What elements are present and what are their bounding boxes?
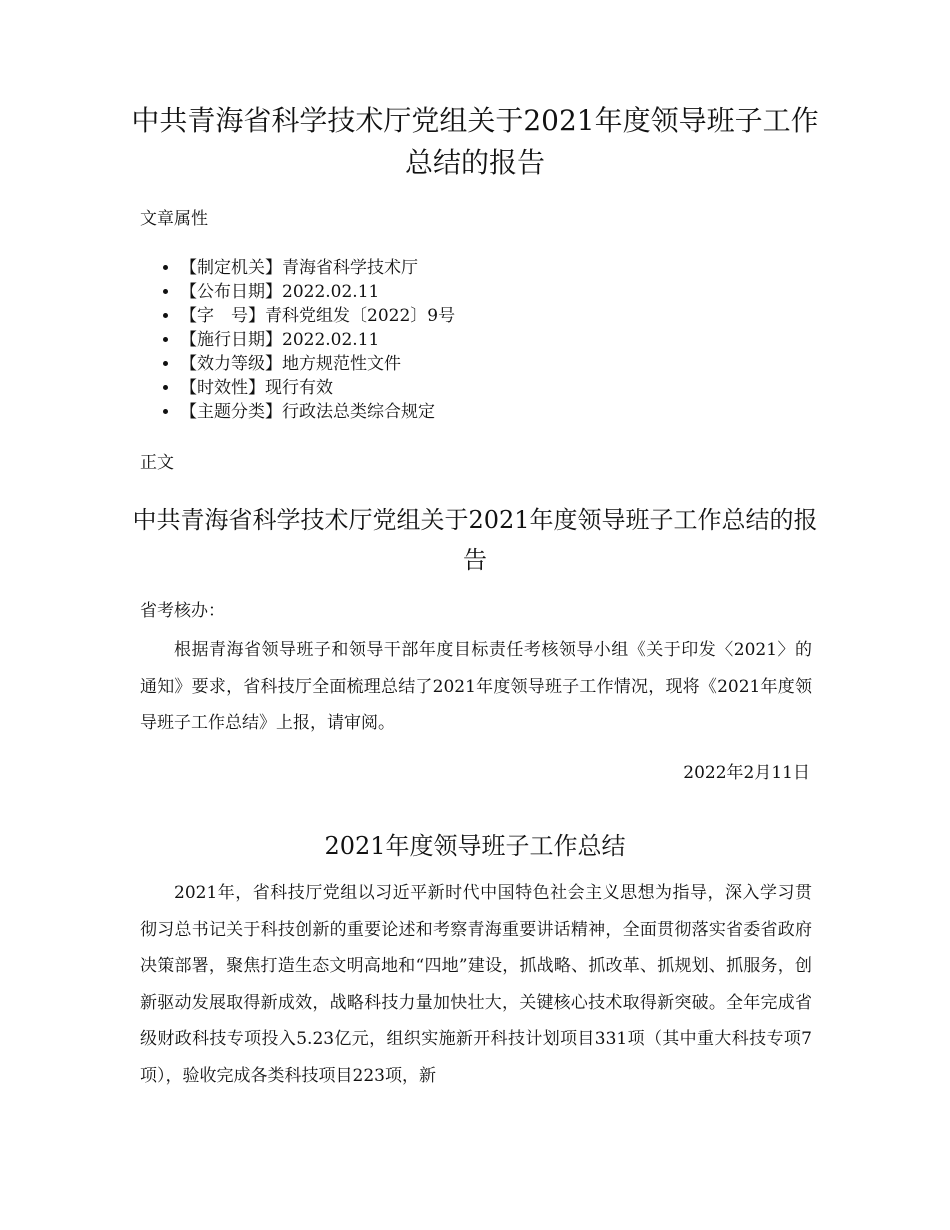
body-label: 正文 bbox=[140, 453, 174, 473]
attribute-item: • 【施行日期】2022.02.11 bbox=[180, 328, 455, 352]
attribute-item: • 【主题分类】行政法总类综合规定 bbox=[180, 400, 455, 424]
intro-paragraph: 根据青海省领导班子和领导干部年度目标责任考核领导小组《关于印发〈2021〉的通知》要求，省科技厅全面梳理总结了2021年度领导班子工作情况，现将《2021年度领导班子工作总结》上报，请审阅。 bbox=[140, 640, 812, 733]
attributes-list bbox=[160, 256, 455, 424]
document-date: 2022年2月11日 bbox=[683, 763, 810, 783]
salutation: 省考核办： bbox=[140, 601, 225, 621]
attribute-item: • 【制定机关】青海省科学技术厅 bbox=[180, 256, 455, 280]
section-paragraph: 2021年，省科技厅党组以习近平新时代中国特色社会主义思想为指导，深入学习贯彻习总书记关于科技创新的重要论述和考察青海重要讲话精神，全面贯彻落实省委省政府决策部署，聚焦打造生态文明高地和“四地”建设，抓战略、抓改革、抓规划、抓服务，创新驱动发展取得新成效，战略科技力量加快壮大，关键核心技术取得新突破。全年完成省级财政科技专项投入5.23亿元，组织实施新开科技计划项目331项（其中重大科技专项7项），验收完成各类科技项目223项，新 bbox=[140, 883, 812, 1086]
section-title: 2021年度领导班子工作总结 bbox=[324, 832, 626, 860]
attributes-label: 文章属性 bbox=[140, 209, 208, 229]
attribute-item: • 【字 号】青科党组发〔2022〕9号 bbox=[180, 304, 455, 328]
attribute-item: • 【效力等级】地方规范性文件 bbox=[180, 352, 455, 376]
attribute-item: • 【公布日期】2022.02.11 bbox=[180, 280, 455, 304]
attribute-item: • 【时效性】现行有效 bbox=[180, 376, 455, 400]
document-title: 中共青海省科学技术厅党组关于2021年度领导班子工作总结的报告 bbox=[131, 104, 819, 179]
body-title: 中共青海省科学技术厅党组关于2021年度领导班子工作总结的报告 bbox=[132, 506, 818, 574]
